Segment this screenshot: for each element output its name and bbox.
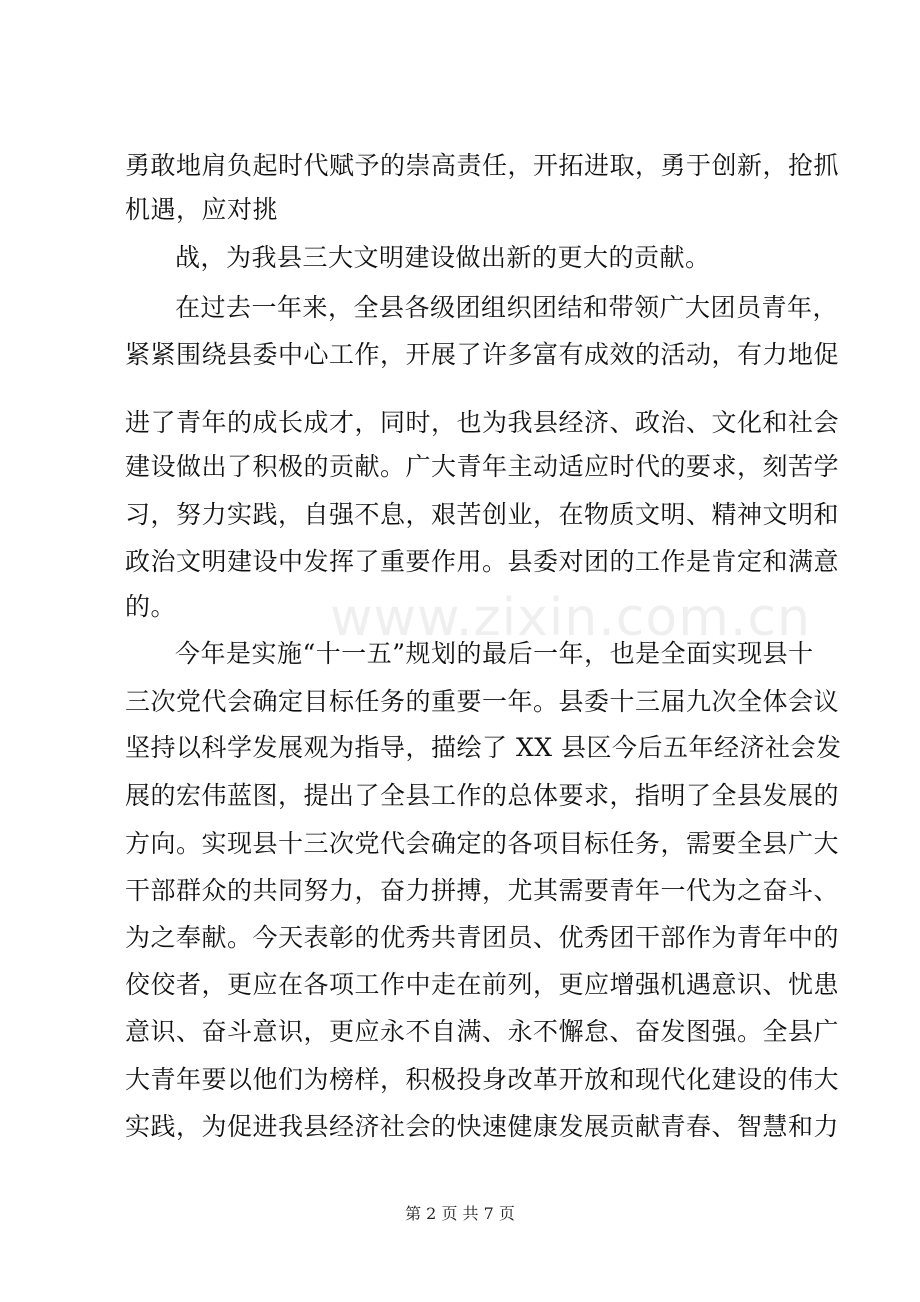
text-line: 机遇，应对挑 <box>125 195 279 224</box>
text-line: 意识、奋斗意识，更应永不自满、永不懈怠、奋发图强。全县广 <box>125 1017 840 1046</box>
text-line: 为之奉献。今天表彰的优秀共青团员、优秀团干部作为青年中的 <box>125 923 840 952</box>
text-line: 的。 <box>125 592 177 621</box>
text-line: 实践，为促进我县经济社会的快速健康发展贡献青春、智慧和力 <box>125 1112 840 1141</box>
text-line: 建设做出了积极的贡献。广大青年主动适应时代的要求，刻苦学 <box>125 452 840 481</box>
text-line: 勇敢地肩负起时代赋予的崇高责任，开拓进取，勇于创新，抢抓 <box>125 151 840 180</box>
text-line: 紧紧围绕县委中心工作，开展了许多富有成效的活动，有力地促 <box>125 340 840 369</box>
text-line: 战，为我县三大文明建设做出新的更大的贡献。 <box>175 243 711 272</box>
text-line: 坚持以科学发展观为指导，描绘了 XX 县区今后五年经济社会发 <box>125 733 842 762</box>
watermark: www.zixin.com.cn <box>330 588 811 648</box>
text-line: 政治文明建设中发挥了重要作用。县委对团的工作是肯定和满意 <box>125 547 840 576</box>
text-line: 在过去一年来，全县各级团组织团结和带领广大团员青年， <box>175 293 839 322</box>
page-footer: 第 2 页 共 7 页 <box>405 1204 515 1223</box>
text-line: 干部群众的共同努力，奋力拼搏，尤其需要青年一代为之奋斗、 <box>125 876 840 905</box>
text-line: 今年是实施“十一五”规划的最后一年，也是全面实现县十 <box>175 639 814 668</box>
text-line: 进了青年的成长成才，同时，也为我县经济、政治、文化和社会 <box>125 408 840 437</box>
text-line: 习，努力实践，自强不息，艰苦创业，在物质文明、精神文明和 <box>125 500 840 529</box>
text-line: 大青年要以他们为榜样，积极投身改革开放和现代化建设的伟大 <box>125 1065 840 1094</box>
text-line: 佼佼者，更应在各项工作中走在前列，更应增强机遇意识、忧患 <box>125 970 840 999</box>
text-line: 三次党代会确定目标任务的重要一年。县委十三届九次全体会议 <box>125 687 840 716</box>
text-line: 方向。实现县十三次党代会确定的各项目标任务，需要全县广大 <box>125 829 840 858</box>
text-line: 展的宏伟蓝图，提出了全县工作的总体要求，指明了全县发展的 <box>125 781 840 810</box>
